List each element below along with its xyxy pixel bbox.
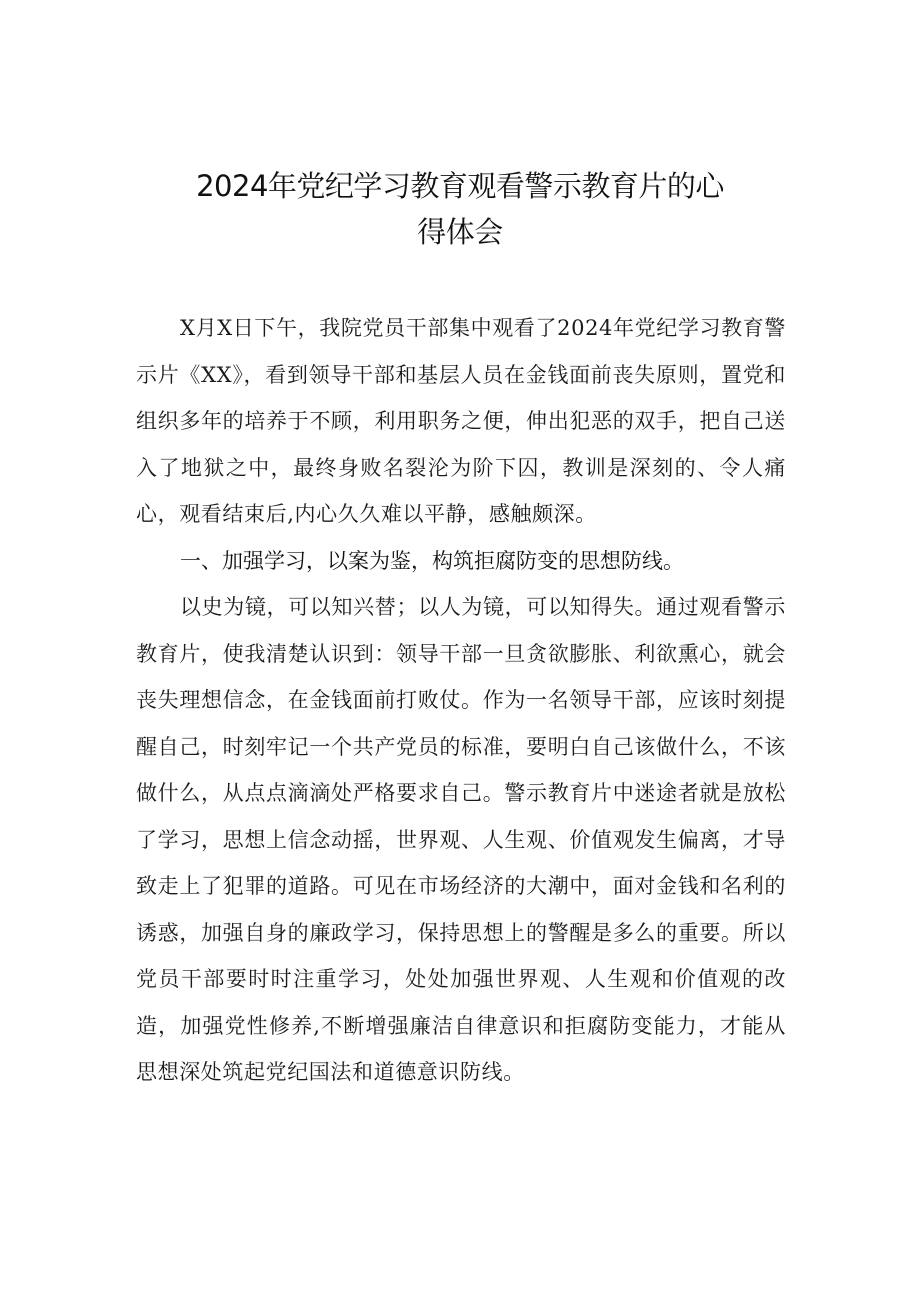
document-title-line-2: 得体会 [417, 215, 503, 249]
intro-paragraph: X月X日下午，我院党员干部集中观看了2024年党纪学习教育警示片《XX》，看到领导干部和基层人员在金钱面前丧失原则，置党和组织多年的培养于不顾，利用职务之便，伸出犯恶的双手，把自己送入了地狱之中，最终身败名裂沦为阶下囚，教训是深刻的、令人痛心，观看结束后,内心久久难以平静，感触颇深。 [136, 316, 786, 526]
document-body [136, 305, 786, 1096]
section-1-heading: 一、加强学习，以案为鉴，构筑拒腐防变的思想防线。 [180, 548, 684, 573]
section-1-paragraph: 以史为镜，可以知兴替；以人为镜，可以知得失。通过观看警示教育片，使我清楚认识到：领导干部一旦贪欲膨胀、利欲熏心，就会丧失理想信念，在金钱面前打败仗。作为一名领导干部，应该时刻提醒自己，时刻牢记一个共产党员的标准，要明白自己该做什么，不该做什么，从点点滴滴处严格要求自己。警示教育片中迷途者就是放松了学习，思想上信念动摇，世界观、人生观、价值观发生偏离，才导致走上了犯罪的道路。可见在市场经济的大潮中，面对金钱和名利的诱惑，加强自身的廉政学习，保持思想上的警醒是多么的重要。所以党员干部要时时注重学习，处处加强世界观、人生观和价值观的改造，加强党性修养,不断增强廉洁自律意识和拒腐防变能力，才能从思想深处筑起党纪国法和道德意识防线。 [136, 595, 786, 1084]
document-title [160, 163, 760, 255]
document-title-line-1: 2024年党纪学习教育观看警示教育片的心 [196, 169, 724, 203]
